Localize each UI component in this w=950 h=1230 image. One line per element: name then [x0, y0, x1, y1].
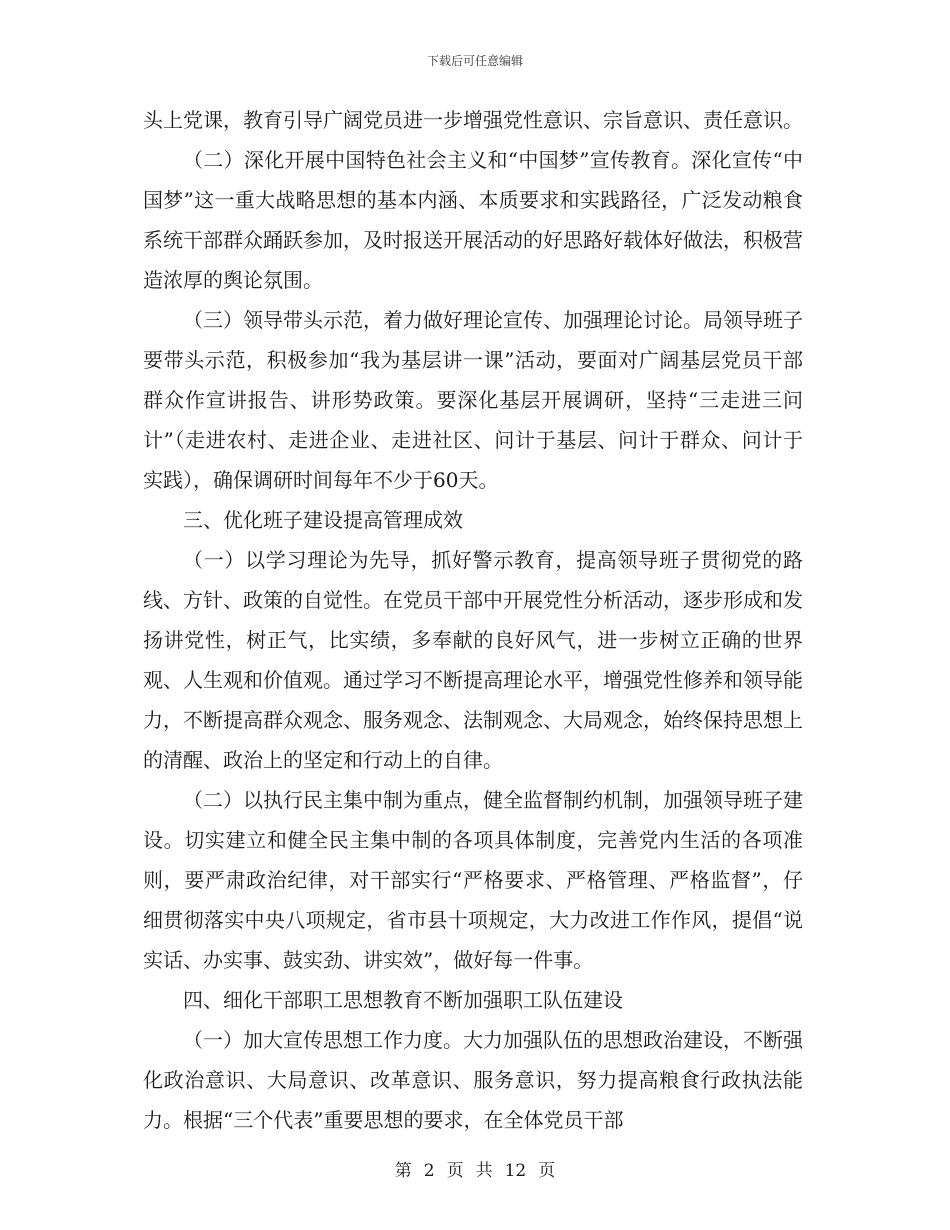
section-heading: 三、优化班子建设提高管理成效 — [183, 508, 463, 532]
footer-label-gong: 共 — [475, 1161, 493, 1181]
footer-label-ye: 页 — [446, 1161, 464, 1181]
paragraph: （一）加大宣传思想工作力度。大力加强队伍的思想政治建设，不断强化政治意识、大局意识、改革意识、服务意识，努力提高粮食行政执法能力。根据“三个代表”重要思想的要求，在全体党员干部 — [143, 1028, 803, 1132]
paragraph: （二）以执行民主集中制为重点，健全监督制约机制，加强领导班子建设。切实建立和健全民主集中制的各项具体制度，完善党内生活的各项准则，要严肃政治纪律，对干部实行“严格要求、严格管理、严格监督”，仔细贯彻落实中央八项规定，省市县十项规定，大力改进工作作风，提倡“说实话、办实事、鼓实劲、讲实效”，做好每一件事。 — [143, 788, 803, 972]
paragraph: （一）以学习理论为先导，抓好警示教育，提高领导班子贯彻党的路线、方针、政策的自觉性。在党员干部中开展党性分析活动，逐步形成和发扬讲党性，树正气，比实绩，多奉献的良好风气，进一步树立正确的世界观、人生观和价值观。通过学习不断提高理论水平，增强党性修养和领导能力，不断提高群众观念、服务观念、法制观念、大局观念，始终保持思想上的清醒、政治上的坚定和行动上的自律。 — [143, 548, 803, 772]
page-footer — [0, 1156, 950, 1181]
paragraph: （三）领导带头示范，着力做好理论宣传、加强理论讨论。局领导班子要带头示范，积极参加“我为基层讲一课”活动，要面对广阔基层党员干部群众作宣讲报告、讲形势政策。要深化基层开展调研，坚持“三走进三问计”（走进农村、走进企业、走进社区、问计于基层、问计于群众、问计于实践），确保调研时间每年不少于60天。 — [143, 308, 803, 492]
document-body — [143, 100, 803, 1140]
footer-label-ye-2: 页 — [538, 1161, 556, 1181]
section-heading: 四、细化干部职工思想教育不断加强职工队伍建设 — [183, 988, 623, 1012]
footer-current-page: 2 — [423, 1161, 435, 1181]
paragraph: （二）深化开展中国特色社会主义和“中国梦”宣传教育。深化宣传“中国梦”这一重大战略思想的基本内涵、本质要求和实践路径，广泛发动粮食系统干部群众踊跃参加，及时报送开展活动的好思路好载体好做法，积极营造浓厚的舆论氛围。 — [143, 148, 803, 292]
footer-total-pages: 12 — [504, 1161, 527, 1181]
footer-label-di: 第 — [394, 1161, 412, 1181]
paragraph-continuation: 头上党课，教育引导广阔党员进一步增强党性意识、宗旨意识、责任意识。 — [143, 108, 803, 132]
page-header: 下载后可任意编辑 — [426, 54, 523, 68]
